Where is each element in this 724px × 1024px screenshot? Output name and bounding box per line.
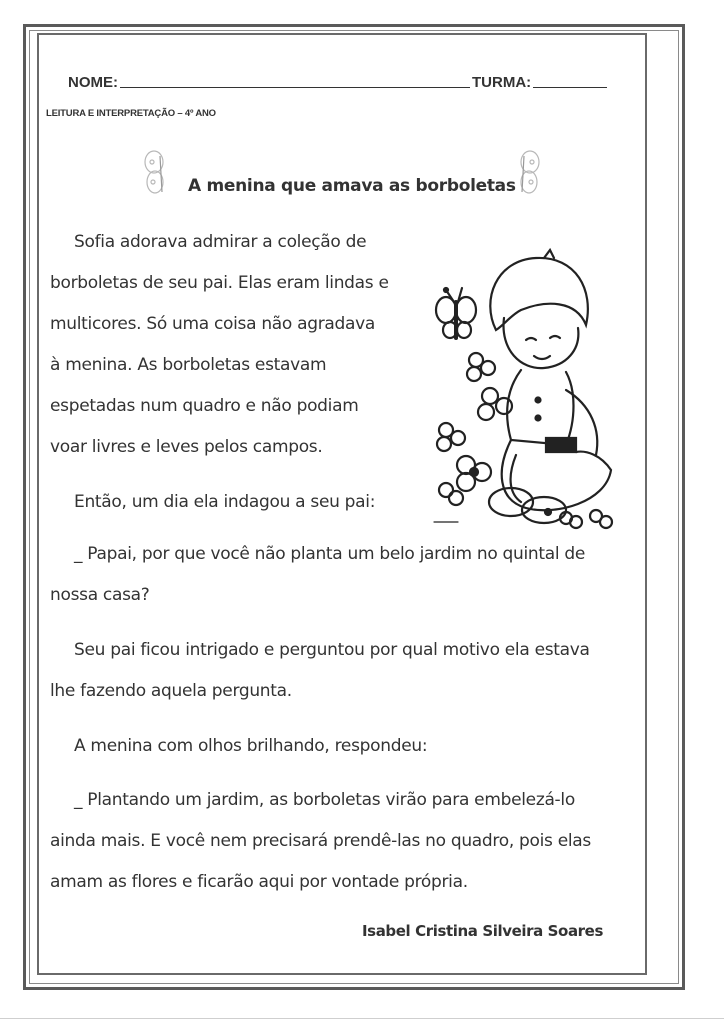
student-header — [68, 69, 634, 91]
paragraph-1 — [50, 222, 389, 468]
text-line: Sofia adorava admirar a coleção de — [74, 232, 367, 252]
story-title: A menina que amava as borboletas — [188, 176, 516, 196]
text-line: _ Plantando um jardim, as borboletas virão para embelezá-lo — [74, 790, 575, 810]
text-line: multicores. Só uma coisa não agradava — [50, 314, 376, 334]
text-line: borboletas de seu pai. Elas eram lindas e — [50, 273, 389, 293]
text-line: Seu pai ficou intrigado e perguntou por qual motivo ela estava — [74, 640, 590, 660]
text-line: à menina. As borboletas estavam — [50, 355, 327, 375]
text-line: nossa casa? — [50, 585, 150, 605]
butterfly-icon — [514, 148, 544, 198]
text-line: ainda mais. E você nem precisará prendê-las no quadro, pois elas — [50, 831, 591, 851]
paragraph-2: Então, um dia ela indagou a seu pai: — [74, 492, 376, 512]
class-label: TURMA: — [472, 74, 532, 91]
paragraph-6 — [50, 780, 591, 903]
text-line: lhe fazendo aquela pergunta. — [50, 681, 292, 701]
page-edge-line — [0, 1018, 724, 1019]
paragraph-5: A menina com olhos brilhando, respondeu: — [74, 736, 428, 756]
paragraph-3 — [50, 534, 585, 616]
text-line: amam as flores e ficarão aqui por vontade própria. — [50, 872, 468, 892]
subject-heading: LEITURA E INTERPRETAÇÃO – 4º ANO — [46, 108, 216, 119]
butterfly-icon — [140, 148, 170, 198]
name-field[interactable] — [120, 71, 470, 88]
girl-illustration — [426, 240, 626, 530]
name-label: NOME: — [68, 74, 118, 91]
text-line: espetadas num quadro e não podiam — [50, 396, 359, 416]
paragraph-4 — [50, 630, 590, 712]
text-line: _ Papai, por que você não planta um belo jardim no quintal de — [74, 544, 586, 564]
class-field[interactable] — [533, 71, 607, 88]
text-line: voar livres e leves pelos campos. — [50, 437, 323, 457]
author-credit: Isabel Cristina Silveira Soares — [362, 922, 603, 940]
